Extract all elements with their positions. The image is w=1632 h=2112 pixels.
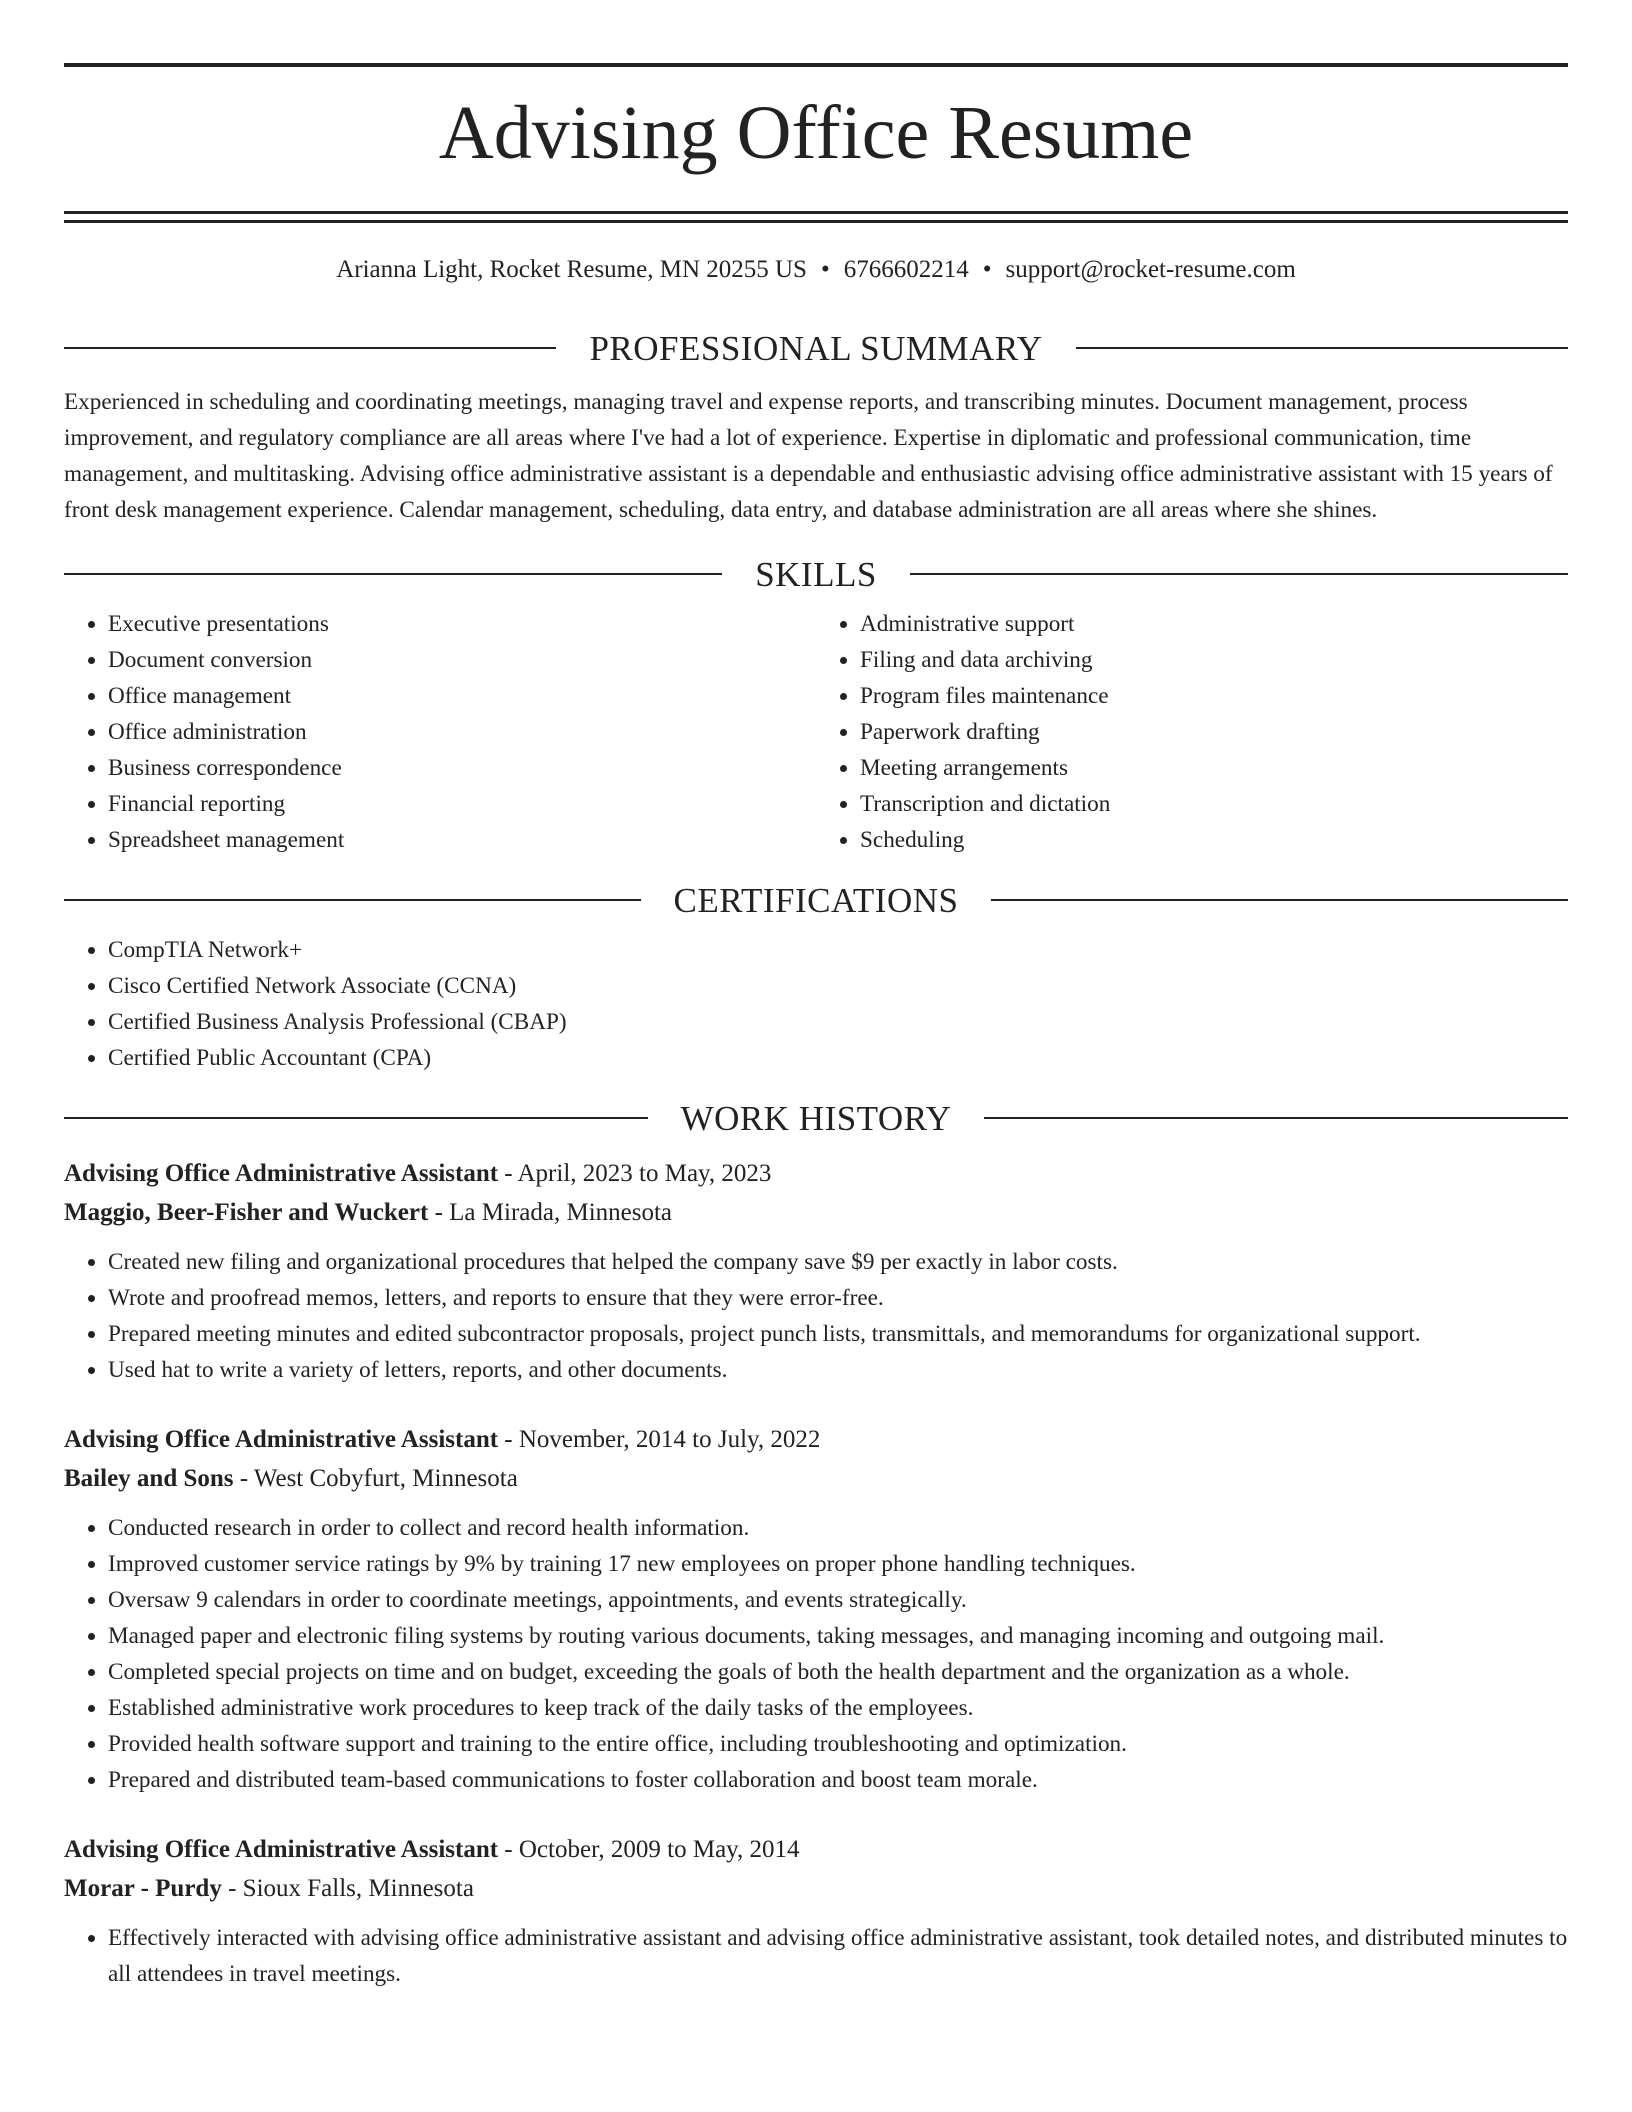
certification-item: • Certified Business Analysis Professional (CBAP) (108, 1004, 1568, 1040)
skill-item: • Spreadsheet management (108, 822, 816, 858)
job-duty-item: • Prepared meeting minutes and edited subcontractor proposals, project punch lists, transmittals, and memorandums for organizational support. (108, 1316, 1568, 1352)
skill-item: • Filing and data archiving (860, 642, 1568, 678)
job-duties-list (64, 1920, 1568, 1992)
job-dates: - November, 2014 to July, 2022 (498, 1426, 821, 1453)
job-company: Maggio, Beer-Fisher and Wuckert (64, 1199, 429, 1226)
certification-item: • Certified Public Accountant (CPA) (108, 1040, 1568, 1076)
job-entry (64, 1420, 1568, 1798)
contact-address: Arianna Light, Rocket Resume, MN 20255 US (336, 256, 807, 283)
job-company: Bailey and Sons (64, 1465, 234, 1492)
job-company-line (64, 1869, 1568, 1908)
section-title: PROFESSIONAL SUMMARY (589, 328, 1043, 368)
job-title-line (64, 1420, 1568, 1459)
skill-item: • Paperwork drafting (860, 714, 1568, 750)
heading-rule (64, 573, 722, 575)
certifications-heading (64, 880, 1568, 920)
certification-item: • CompTIA Network+ (108, 932, 1568, 968)
heading-rule (64, 1117, 648, 1119)
job-location: - West Cobyfurt, Minnesota (233, 1465, 518, 1492)
job-company-line (64, 1459, 1568, 1498)
skill-item: • Scheduling (860, 822, 1568, 858)
job-duty-item: • Oversaw 9 calendars in order to coordinate meetings, appointments, and events strategically. (108, 1582, 1568, 1618)
heading-rule (984, 1117, 1568, 1119)
job-company-line (64, 1193, 1568, 1232)
skill-item: • Office management (108, 678, 816, 714)
skill-item: • Transcription and dictation (860, 786, 1568, 822)
job-duty-item: • Managed paper and electronic filing systems by routing various documents, taking messages, and managing incoming and outgoing mail. (108, 1618, 1568, 1654)
job-title: Advising Office Administrative Assistant (64, 1836, 499, 1863)
skill-item: • Document conversion (108, 642, 816, 678)
job-duty-item: • Created new filing and organizational procedures that helped the company save $9 per exactly in labor costs. (108, 1244, 1568, 1280)
job-duty-item: • Prepared and distributed team-based communications to foster collaboration and boost team morale. (108, 1762, 1568, 1798)
heading-rule (64, 899, 641, 901)
job-duty-item: • Established administrative work procedures to keep track of the daily tasks of the employees. (108, 1690, 1568, 1726)
heading-rule (1076, 347, 1568, 349)
job-duty-item: • Wrote and proofread memos, letters, and reports to ensure that they were error-free. (108, 1280, 1568, 1316)
heading-rule (991, 899, 1568, 901)
summary-text: Experienced in scheduling and coordinating meetings, managing travel and expense reports, and transcribing minutes. Document management, process improvement, and regulatory compliance are all areas where I've had a lot of experience. Expertise in diplomatic and professional communication, time management, and multitasking. Advising office administrative assistant is a dependable and enthusiastic advising office administrative assistant with 15 years of front desk management experience. Calendar management, scheduling, data entry, and database administration are all areas where she shines. (64, 389, 1553, 523)
certification-item: • Cisco Certified Network Associate (CCNA) (108, 968, 1568, 1004)
contact-phone: 6766602214 (843, 256, 969, 283)
job-dates: - October, 2009 to May, 2014 (498, 1836, 800, 1863)
resume-page (64, 0, 1568, 1992)
job-location: - La Mirada, Minnesota (428, 1199, 673, 1226)
section-title: WORK HISTORY (680, 1098, 952, 1138)
skill-item: • Financial reporting (108, 786, 816, 822)
certifications-list (64, 932, 1568, 1076)
skill-item: • Business correspondence (108, 750, 816, 786)
skills-column-left (64, 606, 816, 858)
job-title: Advising Office Administrative Assistant (64, 1160, 499, 1187)
contact-line (64, 257, 1568, 282)
job-entry (64, 1830, 1568, 1992)
job-duty-item: • Used hat to write a variety of letters, reports, and other documents. (108, 1352, 1568, 1388)
section-title: CERTIFICATIONS (673, 880, 959, 920)
contact-email[interactable]: support@rocket-resume.com (1005, 256, 1296, 283)
heading-rule (910, 573, 1568, 575)
heading-rule (64, 347, 556, 349)
job-title-line (64, 1154, 1568, 1193)
job-duty-item: • Provided health software support and training to the entire office, including troubleshooting and optimization. (108, 1726, 1568, 1762)
skill-item: • Meeting arrangements (860, 750, 1568, 786)
job-duties-list (64, 1244, 1568, 1388)
section-title: SKILLS (755, 554, 877, 594)
job-duty-item: • Conducted research in order to collect and record health information. (108, 1510, 1568, 1546)
job-duties-list (64, 1510, 1568, 1798)
job-location: - Sioux Falls, Minnesota (221, 1875, 474, 1902)
skills-heading (64, 554, 1568, 594)
title-double-rule (64, 211, 1568, 223)
skills-column-right (816, 606, 1568, 858)
job-title: Advising Office Administrative Assistant (64, 1426, 499, 1453)
contact-separator: • (820, 256, 830, 283)
job-company: Morar - Purdy (64, 1875, 222, 1902)
contact-separator: • (982, 256, 992, 283)
skill-item: • Administrative support (860, 606, 1568, 642)
job-dates: - April, 2023 to May, 2023 (498, 1160, 772, 1187)
skills-list (64, 606, 1568, 858)
job-duty-item: • Improved customer service ratings by 9% by training 17 new employees on proper phone handling techniques. (108, 1546, 1568, 1582)
work-history-list (64, 1154, 1568, 1992)
job-entry (64, 1154, 1568, 1388)
summary-heading (64, 328, 1568, 368)
work-history-heading (64, 1098, 1568, 1138)
resume-title: Advising Office Resume (438, 91, 1194, 175)
job-duty-item: • Effectively interacted with advising office administrative assistant and advising office administrative assistant, took detailed notes, and distributed minutes to all attendees in travel meetings. (108, 1920, 1568, 1992)
job-title-line (64, 1830, 1568, 1869)
skill-item: • Office administration (108, 714, 816, 750)
skill-item: • Program files maintenance (860, 678, 1568, 714)
skill-item: • Executive presentations (108, 606, 816, 642)
job-duty-item: • Completed special projects on time and on budget, exceeding the goals of both the health department and the organization as a whole. (108, 1654, 1568, 1690)
